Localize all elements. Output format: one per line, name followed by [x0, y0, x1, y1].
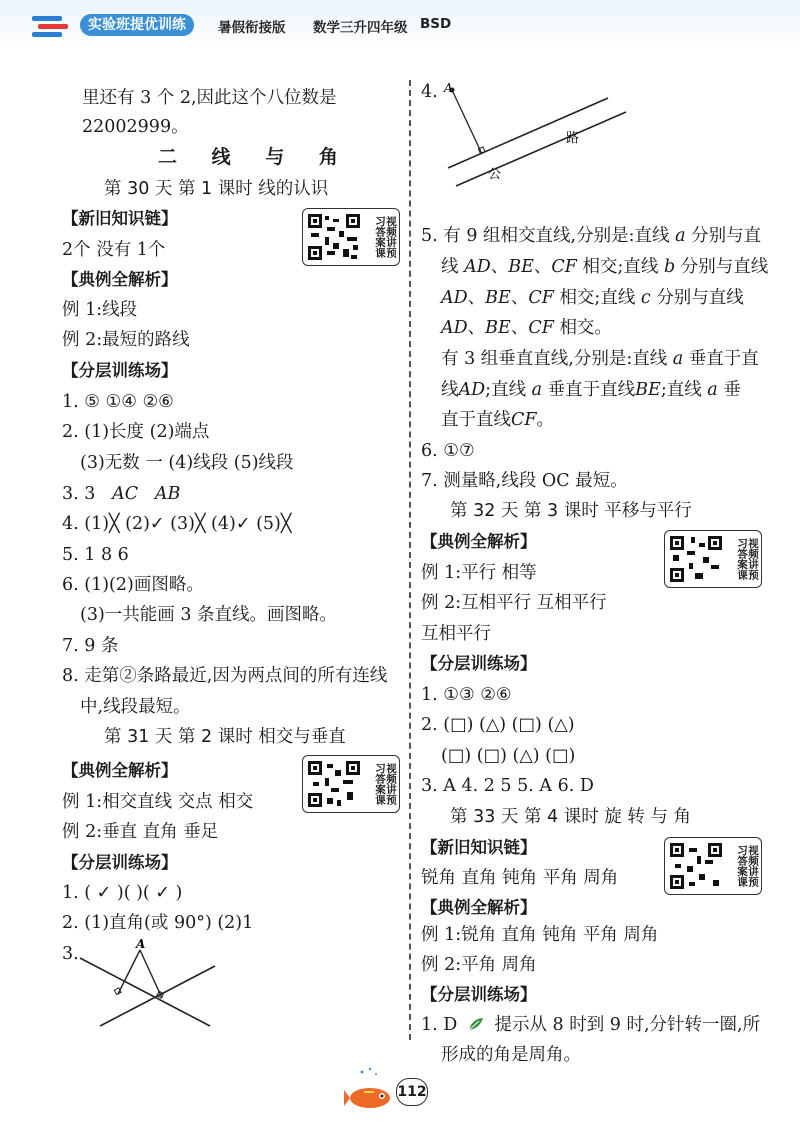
qr-code-day32[interactable] [664, 530, 762, 588]
qr-pattern-icon [307, 213, 361, 261]
t: 垂 [723, 380, 741, 400]
section-fenceng-r2: 【分层训练场】 [421, 985, 537, 1004]
example-2-r: 例 2:互相平行 互相平行 [421, 593, 607, 613]
answer-5-line6 [441, 378, 741, 402]
line-cf: CF [511, 410, 537, 430]
hint-leaf-icon [467, 1016, 485, 1032]
line-be: BE [485, 288, 511, 308]
line-c: c [640, 288, 651, 308]
answer-3b: 3. [62, 944, 79, 964]
section-xinjiu: 【新旧知识链】 [62, 209, 178, 228]
answer-5-line1 [421, 224, 761, 248]
answer-5-line7 [441, 408, 554, 432]
line-cf: CF [551, 257, 577, 277]
section-dianli-r2: 【典例全解析】 [421, 898, 537, 917]
answer-5-text1b: 分别与直 [691, 226, 762, 246]
t: 垂直于直 [688, 349, 759, 369]
lesson-title-day31: 第 31 天 第 2 课时 相交与垂直 [104, 727, 346, 747]
road-label-lu: 路 [566, 131, 580, 146]
answer-3 [62, 482, 180, 506]
example-2-r2: 例 2:平角 周角 [421, 955, 537, 975]
line-a: a [672, 349, 684, 369]
t: 线 [441, 380, 459, 400]
answer-6: 6. ①⑦ [421, 441, 475, 461]
publisher-label: BSD [420, 16, 452, 32]
continued-number: 22002999。 [82, 117, 189, 137]
section-dianli-2: 【典例全解析】 [62, 761, 178, 780]
road-label-gong: 公 [488, 167, 502, 182]
page-header [0, 0, 800, 46]
answer-5-text1: 有 9 组相交直线,分别是:直线 [443, 226, 670, 246]
t: 相交。 [559, 318, 612, 338]
line-ad: AD [458, 380, 486, 400]
answer-2-r-b: (□) (□) (△) (□) [441, 746, 576, 766]
answer-7: 7. 9 条 [62, 636, 119, 656]
grade-label: 数学三升四年级 [313, 20, 408, 36]
t: 直于直线 [441, 410, 511, 430]
line-be: BE [485, 318, 511, 338]
figure-perpendicular [70, 938, 220, 1028]
page-number: 112 [396, 1078, 428, 1106]
line-a: a [707, 380, 718, 400]
example-2: 例 2:最短的路线 [62, 330, 190, 350]
answer-1b: 1. ( ✓ )( )( ✓ ) [62, 883, 183, 903]
answer-5-num: 5. [421, 226, 438, 246]
line-ad: AD [441, 318, 468, 338]
t: 。 [536, 410, 555, 430]
xinjiu-answer-r: 锐角 直角 钝角 平角 周角 [421, 868, 619, 888]
fish-decoration-icon [344, 1066, 404, 1112]
qr-label: 视频讲预习答案课 [374, 763, 397, 805]
section-dianli-r: 【典例全解析】 [421, 532, 537, 551]
figure-road [430, 80, 630, 190]
line-cf: CF [528, 288, 554, 308]
t: 相交;直线 [559, 288, 636, 308]
line-b: b [664, 257, 676, 277]
qr-pattern-icon [669, 842, 723, 890]
lesson-title-day32: 第 32 天 第 3 课时 平移与平行 [450, 501, 692, 521]
answer-5-line2: 线 AD、BE、CF 相交;直线 b 分别与直线 [441, 257, 769, 277]
chapter-title: 二 线 与 角 [158, 146, 352, 168]
answer-8b: 中,线段最短。 [80, 697, 191, 717]
line-be: BE [508, 257, 534, 277]
answer-4-num: 4. [421, 82, 438, 102]
line-a: a [675, 226, 686, 246]
answer-5-line3: AD、BE、CF 相交;直线 c 分别与直线 [441, 288, 744, 308]
example-1-r: 例 1:平行 相等 [421, 563, 537, 583]
section-fenceng-r: 【分层训练场】 [421, 654, 537, 673]
answer-8a: 8. 走第②条路最近,因为两点间的所有连线 [62, 666, 388, 686]
t: ;直线 [485, 380, 527, 400]
qr-label: 视频讲预习答案课 [736, 538, 759, 580]
answer-7: 7. 测量略,线段 OC 最短。 [421, 471, 628, 491]
t: 有 3 组垂直直线,分别是:直线 [441, 349, 668, 369]
brand-title: 实验班提优训练 [80, 14, 194, 36]
answer-6b: (3)一共能画 3 条直线。画图略。 [80, 605, 338, 625]
answer-3-ab: AB [154, 484, 181, 504]
answer-5-line4: AD、BE、CF 相交。 [441, 318, 612, 338]
answer-1-r2 [421, 1013, 760, 1037]
line-a: a [531, 380, 543, 400]
answer-5: 5. 1 8 6 [62, 545, 129, 565]
example-1-r2: 例 1:锐角 直角 钝角 平角 周角 [421, 925, 659, 945]
lesson-title-day33: 第 33 天 第 4 课时 旋 转 与 角 [450, 807, 691, 827]
answer-line: 2个 没有 1个 [62, 240, 166, 260]
answer-5-line5 [441, 347, 759, 371]
answer-3-ac: AC [112, 484, 139, 504]
qr-code-day30[interactable] [302, 208, 400, 266]
hint-text: 提示从 8 时到 9 时,分针转一圈,所 [494, 1015, 761, 1035]
answer-choice: 1. D [421, 1015, 458, 1035]
t: 线 [441, 257, 459, 277]
line-ad: AD [464, 257, 491, 277]
qr-code-day31[interactable] [302, 755, 400, 813]
answer-1-r2-cont: 形成的角是周角。 [441, 1045, 581, 1065]
answer-2b2: 2. (1)直角(或 90°) (2)1 [62, 913, 254, 933]
answer-2b: (3)无数 一 (4)线段 (5)线段 [80, 453, 294, 473]
section-xinjiu-r: 【新旧知识链】 [421, 838, 537, 857]
lesson-title-day30: 第 30 天 第 1 课时 线的认识 [104, 179, 329, 199]
example-1: 例 1:线段 [62, 300, 138, 320]
t: 相交;直线 [582, 257, 659, 277]
answer-6a: 6. (1)(2)画图略。 [62, 575, 204, 595]
example-2b: 例 2:垂直 直角 垂足 [62, 822, 219, 842]
section-fenceng-2: 【分层训练场】 [62, 853, 178, 872]
t: ;直线 [660, 380, 702, 400]
answer-3-num: 3. 3 [62, 484, 96, 504]
line-be: BE [635, 380, 661, 400]
figure-point-a: A [444, 81, 453, 95]
brand-logo-icon [30, 10, 74, 40]
answer-1-r: 1. ①③ ②⑥ [421, 685, 512, 705]
section-dianli: 【典例全解析】 [62, 270, 178, 289]
line-ad: AD [441, 288, 468, 308]
t: 分别与直线 [680, 257, 769, 277]
line-cf: CF [528, 318, 554, 338]
qr-label: 视频讲预习答案课 [374, 216, 397, 258]
column-divider [409, 80, 411, 1040]
qr-pattern-icon [669, 535, 723, 583]
answer-1: 1. ⑤ ①④ ②⑥ [62, 392, 174, 412]
t: 分别与直线 [656, 288, 744, 308]
qr-code-day33[interactable] [664, 837, 762, 895]
qr-pattern-icon [307, 760, 361, 808]
example-1b: 例 1:相交直线 交点 相交 [62, 792, 254, 812]
qr-label: 视频讲预习答案课 [736, 845, 759, 887]
answer-2a: 2. (1)长度 (2)端点 [62, 422, 210, 442]
answer-4: 4. (1)╳ (2)✓ (3)╳ (4)✓ (5)╳ [62, 514, 292, 534]
example-2-r-cont: 互相平行 [421, 624, 491, 644]
edition-label: 暑假衔接版 [218, 20, 286, 36]
figure-label-a: A [136, 938, 146, 951]
section-fenceng: 【分层训练场】 [62, 361, 178, 380]
answer-2-r-a: 2. (□) (△) (□) (△) [421, 715, 575, 735]
t: 垂直于直线 [547, 380, 636, 400]
answer-3-6-r: 3. A 4. 2 5 5. A 6. D [421, 776, 594, 796]
continued-text: 里还有 3 个 2,因此这个八位数是 [82, 88, 337, 108]
